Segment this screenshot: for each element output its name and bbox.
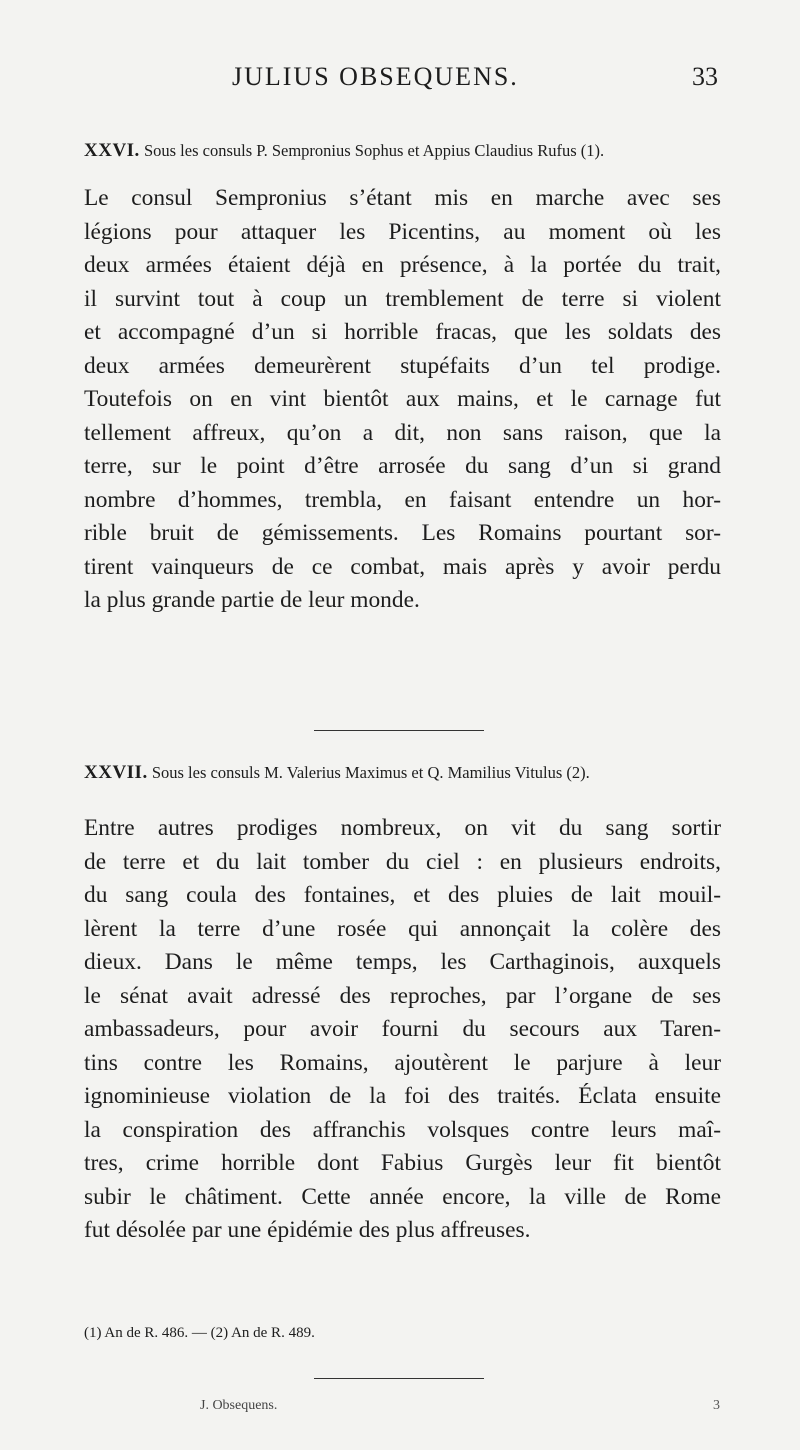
text-line: nombre d’hommes, trembla, en faisant entendre un hor-: [84, 486, 721, 513]
text-line: tellement affreux, qu’on a dit, non sans raison, que la: [84, 419, 721, 446]
footnote-ref: (2).: [566, 763, 590, 782]
running-head: [0, 62, 800, 102]
text-line: légions pour attaquer les Picentins, au moment où les: [84, 218, 721, 245]
text-line: Le consul Sempronius s’étant mis en marche avec ses: [84, 185, 721, 211]
text-line: dieux. Dans le même temps, les Carthaginois, auxquels: [84, 949, 721, 975]
text-line: tins contre les Romains, ajoutèrent le parjure à leur: [84, 1049, 721, 1076]
text-line: terre, sur le point d’être arrosée du sang d’un si grand: [84, 453, 721, 479]
text-line: le sénat avait adressé des reproches, par l’organe de ses: [84, 982, 721, 1009]
text-line: rible bruit de gémissements. Les Romains pourtant sor-: [84, 520, 721, 546]
chapter-number: XXVII.: [84, 762, 148, 783]
text-line: du sang coula des fontaines, et des pluies de lait mouil-: [84, 882, 721, 908]
text-line: la conspiration des affranchis volsques contre leurs maî-: [84, 1116, 721, 1143]
text-line: tirent vainqueurs de ce combat, mais après y avoir perdu: [84, 553, 721, 580]
text-line: tres, crime horrible dont Fabius Gurgès leur fit bientôt: [84, 1150, 721, 1176]
text-line: Entre autres prodiges nombreux, on vit du sang sortir: [84, 815, 721, 841]
text-line: ignominieuse violation de la foi des traités. Éclata ensuite: [84, 1083, 721, 1109]
text-line: subir le châtiment. Cette année encore, la ville de Rome: [84, 1183, 721, 1210]
chapter-heading-text: Sous les consuls M. Valerius Maximus et Q. Mamilius Vitulus: [151, 763, 563, 782]
text-line: et accompagné d’un si horrible fracas, que les soldats des: [84, 319, 721, 345]
text-line: ambassadeurs, pour avoir fourni du secours aux Taren-: [84, 1016, 721, 1042]
text-line: lèrent la terre d’une rosée qui annonçait la colère des: [84, 915, 721, 942]
footnotes: (1) An de R. 486. — (2) An de R. 489.: [84, 1325, 315, 1341]
section-divider: [314, 730, 484, 731]
text-line: deux armées étaient déjà en présence, à la portée du trait,: [84, 252, 721, 278]
footnote-ref: (1).: [580, 141, 605, 160]
text-line: fut désolée par une épidémie des plus affreuses.: [84, 1217, 531, 1243]
footer-divider: [314, 1378, 484, 1379]
text-line: la plus grande partie de leur monde.: [84, 587, 420, 613]
text-line: Toutefois on en vint bientôt aux mains, et le carnage fut: [84, 386, 721, 412]
page-number: 33: [692, 62, 718, 91]
signature-mark: 3: [713, 1398, 720, 1413]
printer-signature: J. Obsequens.: [200, 1398, 278, 1413]
chapter-xxvii-text: [84, 812, 721, 1248]
chapter-xxvi-text: [84, 182, 721, 618]
chapter-heading-xxvi: [84, 140, 604, 162]
chapter-heading-text: Sous les consuls P. Sempronius Sophus et Appius Claudius Rufus: [143, 141, 577, 160]
text-line: deux armées demeurèrent stupéfaits d’un tel prodige.: [84, 352, 721, 379]
running-title: JULIUS OBSEQUENS.: [232, 62, 519, 91]
chapter-number: XXVI.: [84, 140, 140, 161]
chapter-heading-xxvii: [84, 762, 590, 784]
text-line: de terre et du lait tomber du ciel : en plusieurs endroits,: [84, 848, 721, 875]
text-line: il survint tout à coup un tremblement de terre si violent: [84, 285, 721, 312]
